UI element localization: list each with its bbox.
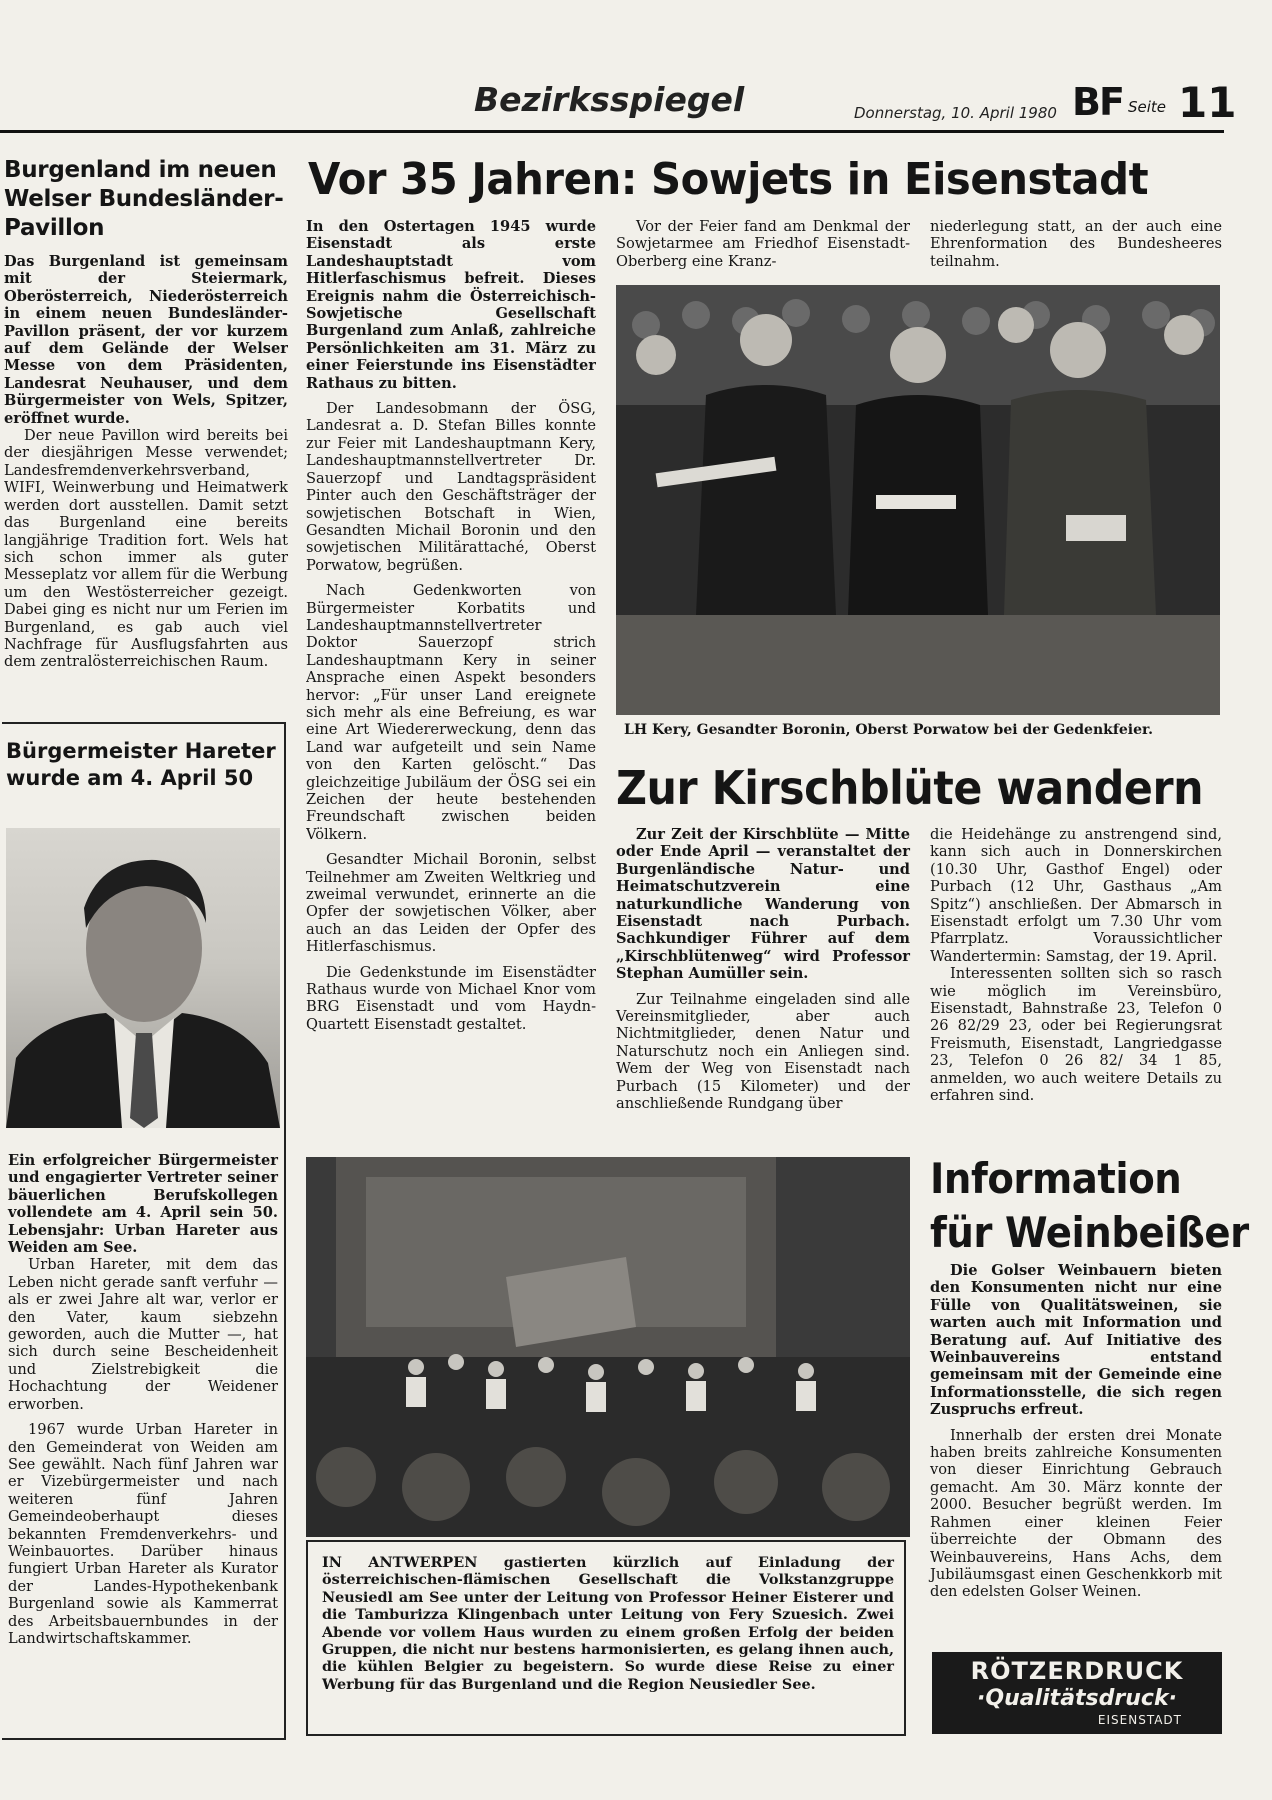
- wein-lead: Die Golser Weinbauern bieten den Konsumenten nicht nur eine Fülle von Qualitätsweinen, sie warten auch mit Information und Beratung auf. Auf Initiative des Weinbauvereins entstand gemeinsam mit der Gemeinde eine Informationsstelle, die sich regen Zuspruchs erfreut.: [930, 1262, 1222, 1419]
- birthday-box: [2, 722, 286, 1740]
- portrait-caption: Ein erfolgreicher Bürgermeister und engagierter Vertreter seiner bäuerlichen Berufskollegen vollendete am 4. April sein 50. Lebensjahr: Urban Hareter aus Weiden am See.: [8, 1152, 278, 1257]
- wein-text: [930, 1262, 1222, 1601]
- roetzerdruck-ad: [932, 1652, 1222, 1734]
- left-headline: Burgenland im neuen Welser Bundesländer- Pavillon: [4, 157, 284, 241]
- main-p4: Die Gedenkstunde im Eisenstädter Rathaus wurde von Michael Knor vom BRG Eisenstadt und vom Haydn-Quartett Eisenstadt gestaltet.: [306, 963, 596, 1033]
- portrait-illustration: [6, 828, 280, 1128]
- kirsch-p3: Interessenten sollten sich so rasch wie möglich im Vereinsbüro, Eisenstadt, Bahnstraße 23, Telefon 0 26 82/29 23, oder bei Regierungsrat Freismuth, Eisenstadt, Langriedgasse 23, Telefon 0 26 82/ 34 1 85, anmelden, wo auch weitere Details zu erfahren sind.: [930, 965, 1222, 1105]
- antwerpen-caption-text: gastierten kürzlich auf Einladung der österreichischen-flämischen Gesellschaft die Volkstanzgruppe Neusiedl am See unter der Leitung von Professor Heiner Eisterer und die Tamburizza Klingenbach unter Leitung von Fery Szuesich. Zwei Abende vor vollem Haus wurden zu einem großen Erfolg der beiden Gruppen, die nicht nur bestens harmonisierten, es gelang ihnen auch, die kühlen Belgier zu begeistern. So wurde diese Reise zu einer Werbung für das Burgenland und die Region Neusiedler See.: [322, 1554, 894, 1693]
- main-p3: Gesandter Michail Boronin, selbst Teilnehmer am Zweiten Weltkrieg und zweimal verwundet, erinnerte an die Opfer der sowjetischen Völker, aber auch an das Leiden der Opfer des Hitlerfaschismus.: [306, 851, 596, 956]
- ad-line1: RÖTZERDRUCK: [970, 1657, 1184, 1685]
- antwerpen-caption-box: [306, 1540, 906, 1736]
- left-article: [4, 156, 288, 696]
- page-number: 11: [1178, 78, 1237, 127]
- portrait-photo: [6, 828, 280, 1128]
- ceremony-caption: LH Kery, Gesandter Boronin, Oberst Porwatow bei der Gedenkfeier.: [624, 722, 1153, 738]
- left-body: Der neue Pavillon wird bereits bei der diesjährigen Messe verwendet; Landesfremdenverkehrsverband, WIFI, Weinwerbung und Heimatwerk werden dort ausstellen. Damit setzt das Burgenland eine bereits langjährige Tradition fort. Wels hat sich schon immer als guter Messeplatz vor allem für die Werbung um den Westösterreicher gezeigt. Dabei ging es nicht nur um Ferien im Burgenland, es gab auch viel Nachfrage für Ausflugsfahrten aus dem zentralösterreichischen Raum.: [4, 427, 288, 671]
- birthday-p1: Urban Hareter, mit dem das Leben nicht gerade sanft verfuhr — als er zwei Jahre alt war, verlor er den Vater, kaum siebzehn geworden, auch die Mutter —, hat sich durch seine Bescheidenheit und Zielstrebigkeit die Hochachtung der Weidener erworben.: [8, 1256, 278, 1413]
- main-p2: Nach Gedenkworten von Bürgermeister Korbatits und Landeshauptmannstellvertreter Doktor Sauerzopf strich Landeshauptmann Kery in seiner Ansprache einen Aspekt besonders hervor: „Für unser Land ereignete sich mehr als eine Befreiung, es war eine Art Wiedererweckung, denn das Land war aufgeteilt und sein Name von den Karten gelöscht.“ Das gleichzeitige Jubiläum der ÖSG sei ein Zeichen der heute bestehenden Freundschaft zwischen beiden Völkern.: [306, 582, 596, 843]
- kirsch-col2: [930, 826, 1222, 1105]
- antwerpen-photo: [306, 1157, 910, 1537]
- wein-headline: Information für Weinbeißer: [930, 1154, 1249, 1257]
- main-col3: [930, 218, 1222, 270]
- main-col1: [306, 218, 596, 1134]
- antwerpen-illustration: [306, 1157, 910, 1537]
- kirsch-lead: Zur Zeit der Kirschblüte — Mitte oder Ende April — veranstaltet der Burgenländische Natur- und Heimatschutzverein eine naturkundliche Wanderung von Eisenstadt nach Purbach. Sachkundiger Führer auf dem „Kirschblütenweg“ wird Professor Stephan Aumüller sein.: [616, 826, 910, 983]
- main-col3-text: niederlegung statt, an der auch eine Ehrenformation des Bundesheeres teilnahm.: [930, 218, 1222, 270]
- bf-logo: BF: [1072, 80, 1123, 124]
- main-col2: [616, 218, 910, 270]
- left-lead: Das Burgenland ist gemeinsam mit der Steiermark, Oberösterreich, Niederösterreich in einem neuen Bundesländer-Pavillon präsent, der vor kurzem auf dem Gelände der Welser Messe von dem Präsidenten, Landesrat Neuhauser, und dem Bürgermeister von Wels, Spitzer, eröffnet wurde.: [4, 253, 288, 427]
- birthday-headline: Bürgermeister Hareter wurde am 4. April 50: [6, 739, 276, 790]
- kirsch-p1: Zur Teilnahme eingeladen sind alle Vereinsmitglieder, aber auch Nichtmitglieder, denen Natur und Naturschutz noch ein Anliegen sind. Wem der Weg von Eisenstadt nach Purbach (15 Kilometer) und der anschließende Rundgang über: [616, 990, 910, 1113]
- ad-line2: ·Qualitätsdruck·: [977, 1686, 1177, 1711]
- birthday-p2: 1967 wurde Urban Hareter in den Gemeinderat von Weiden am See gewählt. Nach fünf Jahren war er Vizebürgermeister und nach weiteren fünf Jahren Gemeindeoberhaupt dieses bekannten Fremdenverkehrs- und Weinbauortes. Darüber hinaus fungiert Urban Hareter als Kurator der Landes-Hypothekenbank Burgenland sowie als Kammerrat des Arbeitsbauernbundes in der Landwirtschaftskammer.: [8, 1421, 278, 1647]
- ceremony-illustration: [616, 285, 1220, 715]
- antwerpen-caption-lead: IN ANTWERPEN: [322, 1554, 478, 1571]
- antwerpen-caption: [322, 1554, 894, 1693]
- kirsch-p2: die Heidehänge zu anstrengend sind, kann sich auch in Donnerskirchen (10.30 Uhr, Gasthof Engel) oder Purbach (12 Uhr, Gasthaus „Am Spitz“) anschließen. Der Abmarsch in Eisenstadt erfolgt um 7.30 Uhr vom Pfarrplatz. Voraussichtlicher Wandertermin: Samstag, der 19. April.: [930, 826, 1222, 965]
- main-headline: Vor 35 Jahren: Sowjets in Eisenstadt: [308, 154, 1149, 205]
- ad-line3: EISENSTADT: [1097, 1713, 1182, 1727]
- seite-label: Seite: [1128, 98, 1167, 116]
- header-rule: [0, 130, 1224, 133]
- section-title: Bezirksspiegel: [474, 80, 745, 119]
- kirsch-headline: Zur Kirschblüte wandern: [616, 761, 1204, 815]
- main-p1: Der Landesobmann der ÖSG, Landesrat a. D. Stefan Billes konnte zur Feier mit Landeshauptmann Kery, Landeshauptmannstellvertreter Dr. Sauerzopf und Landtagspräsident Pinter auch den Geschäftsträger der sowjetischen Botschaft in Wien, Gesandten Michail Boronin und den sowjetischen Militärattaché, Oberst Porwatow, begrüßen.: [306, 400, 596, 574]
- wein-body: Innerhalb der ersten drei Monate haben breits zahlreiche Konsumenten von dieser Einrichtung Gebrauch gemacht. Am 30. März konnte der 2000. Besucher begrüßt werden. Im Rahmen einer kleinen Feier überreichte der Obmann des Weinbauvereins, Hans Achs, dem Jubiläumsgast einen Geschenkkorb mit den edelsten Golser Weinen.: [930, 1426, 1222, 1601]
- kirsch-col1: [616, 826, 910, 1113]
- main-col2-text: Vor der Feier fand am Denkmal der Sowjetarmee am Friedhof Eisenstadt-Oberberg eine Kranz-: [616, 218, 910, 270]
- ceremony-photo: [616, 285, 1220, 715]
- main-lead: In den Ostertagen 1945 wurde Eisenstadt als erste Landeshauptstadt vom Hitlerfaschismus befreit. Dieses Ereignis nahm die Österreichisch-Sowjetische Gesellschaft Burgenland zum Anlaß, zahlreiche Persönlichkeiten am 31. März zu einer Feierstunde ins Eisenstädter Rathaus zu bitten.: [306, 218, 596, 392]
- issue-date: Donnerstag, 10. April 1980: [854, 104, 1057, 122]
